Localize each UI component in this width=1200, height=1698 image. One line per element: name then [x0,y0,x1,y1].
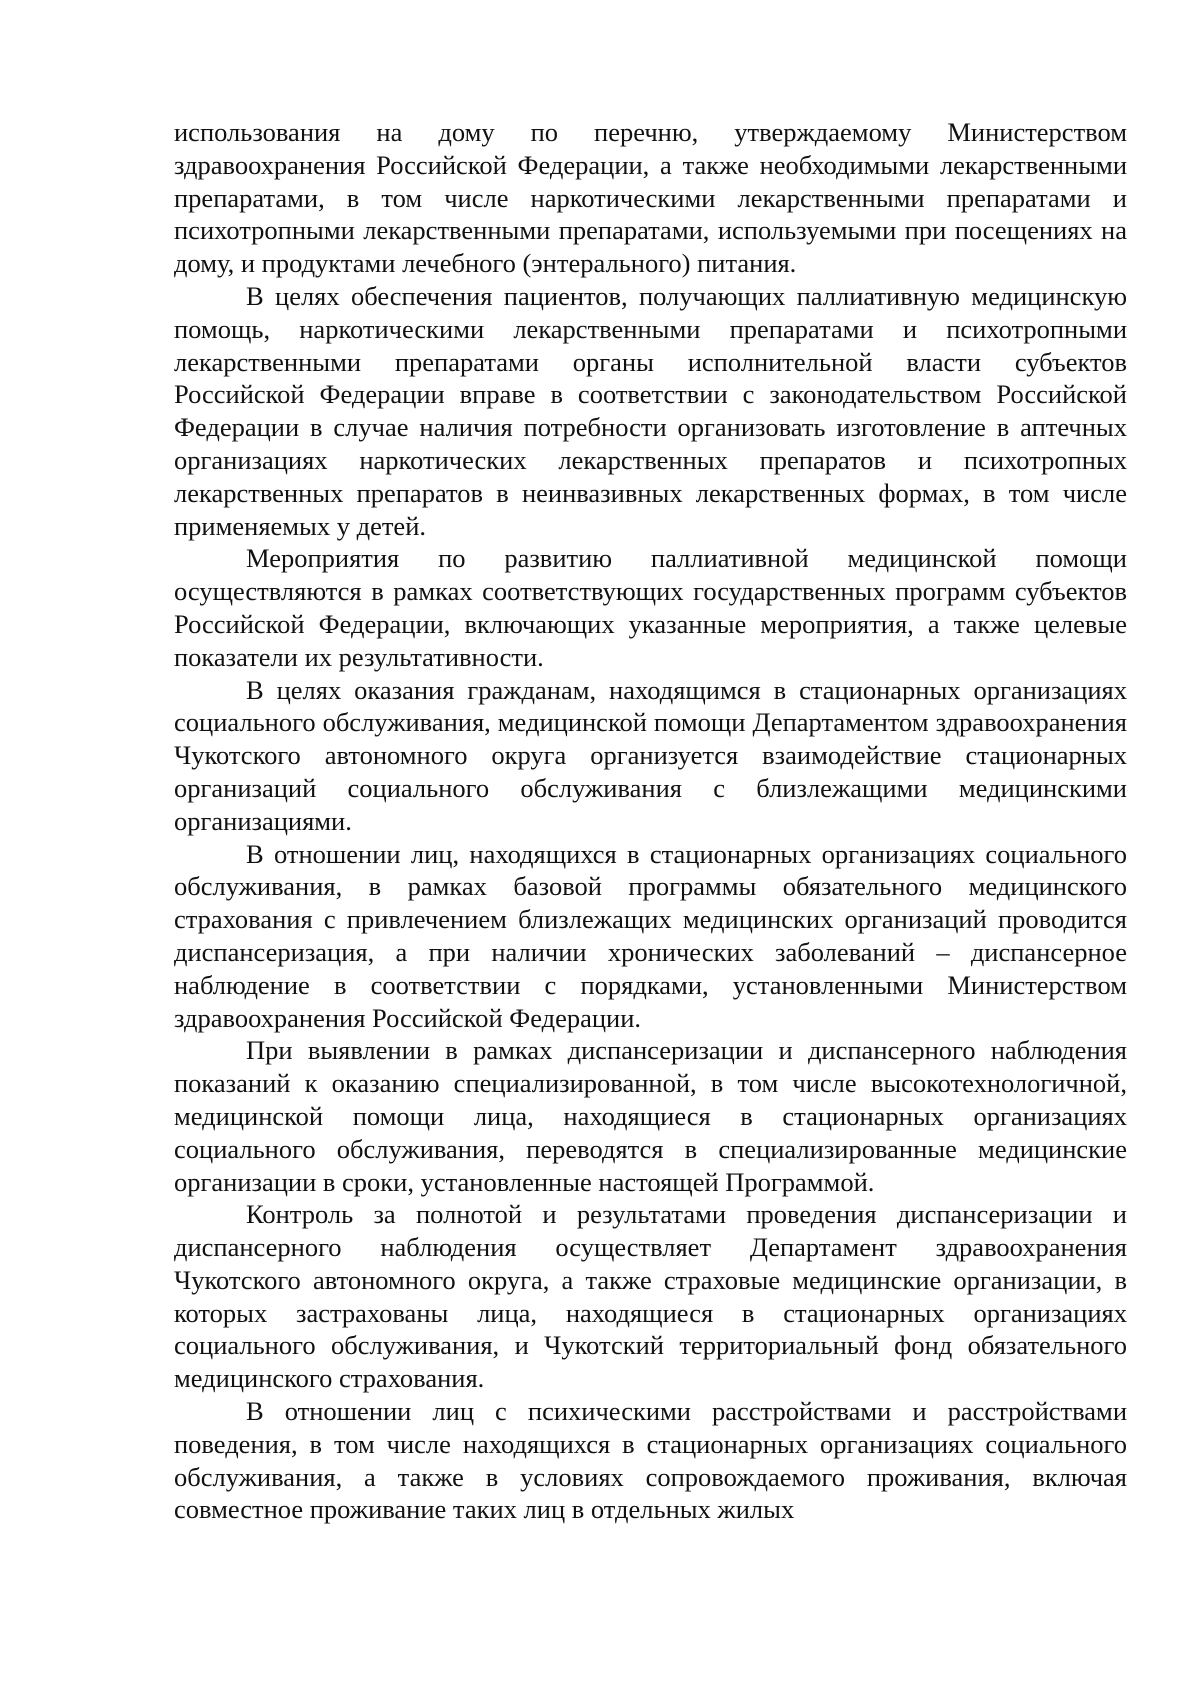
document-body [174,116,1127,1526]
paragraph-specialized-referral: При выявлении в рамках диспансеризации и диспансерного наблюдения показаний к оказанию специализированной, в том числе высокотехнологичной, медицинской помощи лица, находящиеся в стационарных организациях социального обслуживания, переводятся в специализированные медицинские организации в сроки, установленные настоящей Программой. [174,1035,1127,1197]
paragraph-dispensary-examination: В отношении лиц, находящихся в стационарных организациях социального обслуживания, в рамках базовой программы обязательного медицинского страхования с привлечением близлежащих медицинских организаций проводится диспансеризация, а при наличии хронических заболеваний – диспансерное наблюдение в соответствии с порядками, установленными Министерством здравоохранения Российской Федерации. [174,838,1127,1033]
paragraph-mental-disorders: В отношении лиц с психическими расстройствами и расстройствами поведения, в том числе находящихся в стационарных организациях социального обслуживания, а также в условиях сопровождаемого проживания, включая совместное проживание таких лиц в отдельных жилых [174,1396,1127,1525]
paragraph-palliative-programs: Мероприятия по развитию паллиативной медицинской помощи осуществляются в рамках соответствующих государственных программ субъектов Российской Федерации, включающих указанные мероприятия, а также целевые показатели их результативности. [174,543,1127,672]
paragraph-narcotic-supply: В целях обеспечения пациентов, получающих паллиативную медицинскую помощь, наркотическими лекарственными препаратами и психотропными лекарственными препаратами органы исполнительной власти субъектов Российской Федерации вправе в соответствии с законодательством Российской Федерации в случае наличия потребности организовать изготовление в аптечных организациях наркотических лекарственных препаратов и психотропных лекарственных препаратов в неинвазивных лекарственных формах, в том числе применяемых у детей. [174,280,1127,541]
paragraph-social-care-interaction: В целях оказания гражданам, находящимся в стационарных организациях социального обслуживания, медицинской помощи Департаментом здравоохранения Чукотского автономного округа организуется взаимодействие стационарных организаций социального обслуживания с близлежащими медицинскими организациями. [174,674,1127,836]
paragraph-control: Контроль за полнотой и результатами проведения диспансеризации и диспансерного наблюдения осуществляет Департамент здравоохранения Чукотского автономного округа, а также страховые медицинские организации, в которых застрахованы лица, находящиеся в стационарных организациях социального обслуживания, и Чукотский территориальный фонд обязательного медицинского страхования. [174,1199,1127,1394]
paragraph-continuation: использования на дому по перечню, утверждаемому Министерством здравоохранения Российской Федерации, а также необходимыми лекарственными препаратами, в том числе наркотическими лекарственными препаратами и психотропными лекарственными препаратами, используемыми при посещениях на дому, и продуктами лечебного (энтерального) питания. [174,117,1127,279]
